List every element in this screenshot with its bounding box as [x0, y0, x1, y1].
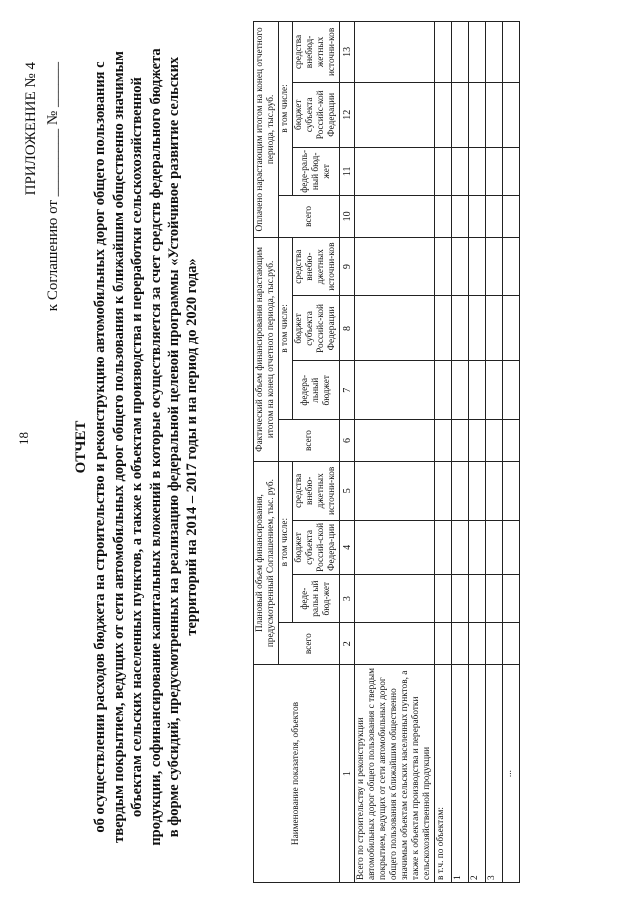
report-title-block	[72, 47, 202, 847]
table-cell	[355, 82, 435, 147]
table-row	[435, 22, 452, 883]
appendix-header	[20, 62, 64, 311]
column-number: 1	[340, 665, 355, 883]
table-cell	[503, 461, 520, 520]
table-cell	[355, 22, 435, 83]
table-cell	[486, 361, 503, 420]
column-number: 13	[340, 22, 355, 83]
table-cell	[452, 296, 469, 361]
header-paid: Оплачено нарастающим итогом на конец отчетного периода, тыс.руб.	[254, 22, 279, 238]
table-cell	[435, 461, 452, 520]
table-cell	[355, 520, 435, 574]
table-cell	[469, 82, 486, 147]
table-cell	[503, 22, 520, 83]
column-number: 2	[340, 623, 355, 665]
table-cell	[486, 420, 503, 462]
table-cell	[435, 82, 452, 147]
table-cell	[435, 361, 452, 420]
table-cell	[503, 147, 520, 195]
actual-regional: бюджет субъекта Российс-кой Федерации	[293, 296, 340, 361]
table-row	[503, 22, 520, 883]
table-cell	[486, 82, 503, 147]
planned-regional: бюджет субъекта Россий-ской Федера-ции	[293, 520, 340, 574]
header-row-groups	[254, 22, 279, 883]
row-label: в т.ч. по объектам:	[435, 665, 452, 883]
table-cell	[355, 361, 435, 420]
table-cell	[452, 82, 469, 147]
table-cell	[452, 195, 469, 237]
column-number: 12	[340, 82, 355, 147]
table-cell	[469, 461, 486, 520]
column-number: 4	[340, 520, 355, 574]
table-row	[452, 22, 469, 883]
planned-including: в том числе:	[279, 461, 293, 622]
table-cell	[486, 195, 503, 237]
table-cell	[503, 82, 520, 147]
table-cell	[435, 195, 452, 237]
column-number: 8	[340, 296, 355, 361]
header-name: Наименование показателя, объектов	[254, 665, 340, 883]
table-cell	[469, 147, 486, 195]
table-cell	[452, 461, 469, 520]
agreement-line: к Соглашению от _________ № ______	[45, 62, 61, 312]
table-cell	[435, 623, 452, 665]
planned-total-header: всего	[279, 623, 340, 665]
table-cell	[503, 623, 520, 665]
actual-including: в том числе:	[279, 237, 293, 419]
table-cell	[355, 237, 435, 296]
table-cell	[355, 195, 435, 237]
planned-federal: феде-ральн ый бюд-жет	[293, 575, 340, 623]
column-number: 7	[340, 361, 355, 420]
table-cell	[355, 420, 435, 462]
table-cell	[486, 22, 503, 83]
table-cell	[503, 296, 520, 361]
paid-extrabudget: средства внебюд-жетных источни-ков	[293, 22, 340, 83]
table-cell	[486, 296, 503, 361]
row-label: ...	[503, 665, 520, 883]
table-cell	[486, 623, 503, 665]
appendix-title: ПРИЛОЖЕНИЕ № 4	[23, 62, 39, 196]
row-label: 1	[452, 665, 469, 883]
table-cell	[435, 147, 452, 195]
table-cell	[503, 237, 520, 296]
table-cell	[355, 147, 435, 195]
column-number: 5	[340, 461, 355, 520]
column-number-row	[340, 22, 355, 883]
table-cell	[355, 623, 435, 665]
report-table	[253, 21, 520, 883]
column-number: 9	[340, 237, 355, 296]
table-cell	[452, 575, 469, 623]
table-cell	[469, 296, 486, 361]
table-cell	[469, 195, 486, 237]
column-number: 3	[340, 575, 355, 623]
planned-extrabudget: средства внебю-джетных источни-ков	[293, 461, 340, 520]
table-cell	[452, 22, 469, 83]
table-cell	[486, 520, 503, 574]
table-cell	[469, 623, 486, 665]
table-cell	[469, 420, 486, 462]
table-cell	[452, 420, 469, 462]
actual-federal: федера-льный бюджет	[293, 361, 340, 420]
paid-regional: бюджет субъекта Российс-кой Федерации	[293, 82, 340, 147]
table-cell	[452, 623, 469, 665]
table-cell	[469, 575, 486, 623]
table-cell	[469, 22, 486, 83]
table-cell	[486, 461, 503, 520]
actual-extrabudget: средства внебю-джетных источни-ков	[293, 237, 340, 296]
table-cell	[435, 237, 452, 296]
header-actual: Фактический объем финансирования нарастающим итогом на конец отчетного периода, тыс.руб.	[254, 237, 279, 461]
table-cell	[435, 420, 452, 462]
table-cell	[469, 361, 486, 420]
table-cell	[503, 361, 520, 420]
table-cell	[355, 296, 435, 361]
row-label: 2	[469, 665, 486, 883]
actual-total-header: всего	[279, 420, 340, 462]
table-cell	[452, 237, 469, 296]
column-number: 6	[340, 420, 355, 462]
row-label: 3	[486, 665, 503, 883]
report-subtitle: об осуществлении расходов бюджета на строительство и реконструкцию автомобильных дорог общего пользования с твердым покрытием, ведущих от сети автомобильных дорог общего пользования к ближайшим общественно значимым объектам сельских населенных пунктов, а также к объектам производства и переработки сельскохозяйственной продукции, софинансирование капитальных вложений в которые осуществляется за счет средств федерального бюджета в форме субсидий, предусмотренных на реализацию федеральной целевой программы «Устойчивое развитие сельских территорий на 2014 – 2017 годы и на период до 2020 года»	[92, 48, 201, 846]
table-cell	[435, 22, 452, 83]
table-cell	[486, 575, 503, 623]
table-cell	[435, 296, 452, 361]
table-row	[486, 22, 503, 883]
paid-including: в том числе:	[279, 22, 293, 196]
report-heading: ОТЧЕТ	[73, 420, 89, 474]
column-number: 11	[340, 147, 355, 195]
table-cell	[503, 520, 520, 574]
table-cell	[452, 361, 469, 420]
paid-federal: феде-раль-ный бюд-жет	[293, 147, 340, 195]
row-label: Всего по строительству и реконструкции автомобильных дорог общего пользования с твердым покрытием, ведущих от сети автомобильных дорог общего пользования к ближайшим общественно значимым объектам сельских населенных пунктов, а также к объектам производства и переработки сельскохозяйственной продукции	[355, 665, 435, 883]
table-row	[469, 22, 486, 883]
table-cell	[355, 461, 435, 520]
header-planned: Плановый объем финансирования, предусмотренный Соглашением, тыс. руб.	[254, 461, 279, 664]
table-cell	[503, 195, 520, 237]
table-cell	[503, 420, 520, 462]
column-number: 10	[340, 195, 355, 237]
table-cell	[503, 575, 520, 623]
table-cell	[486, 147, 503, 195]
table-cell	[486, 237, 503, 296]
table-cell	[469, 237, 486, 296]
table-cell	[469, 520, 486, 574]
table-cell	[435, 520, 452, 574]
table-cell	[452, 147, 469, 195]
page-number: 18	[16, 432, 31, 445]
table-cell	[452, 520, 469, 574]
paid-total-header: всего	[279, 195, 340, 237]
table-cell	[355, 575, 435, 623]
table-row	[355, 22, 435, 883]
table-cell	[435, 575, 452, 623]
